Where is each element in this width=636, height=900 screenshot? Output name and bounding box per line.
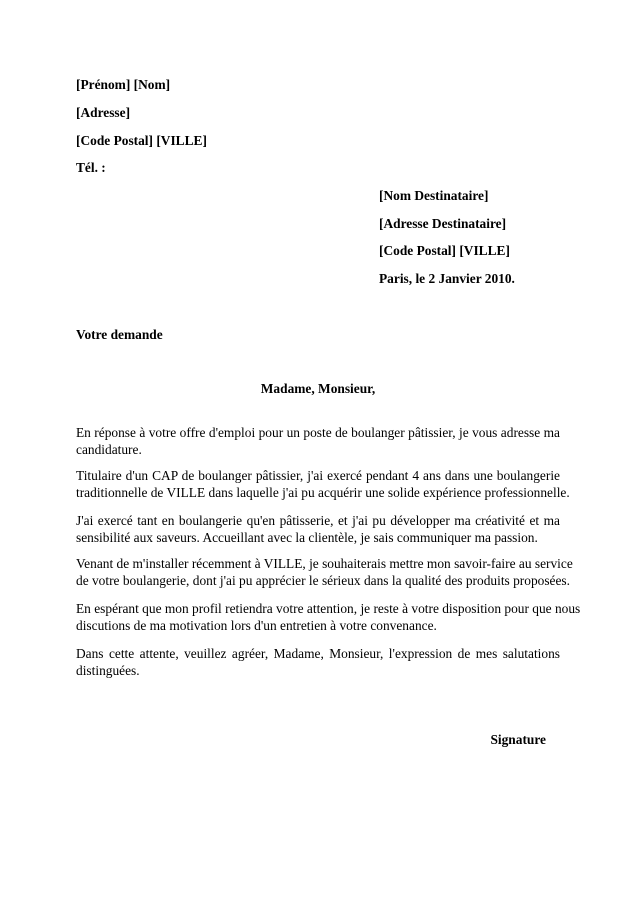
recipient-postal-city: [Code Postal] [VILLE] — [379, 243, 510, 258]
paragraph — [76, 645, 560, 679]
paragraph-line: sensibilité aux saveurs. Accueillant avec la clientèle, je sais communiquer ma passion. — [76, 530, 538, 545]
paragraph — [76, 555, 573, 589]
sender-postal-city: [Code Postal] [VILLE] — [76, 133, 207, 148]
paragraph-line: de votre boulangerie, dont j'ai pu apprécier le sérieux dans la qualité des produits proposées. — [76, 573, 570, 588]
paragraph-line: discutions de ma motivation lors d'un entretien à votre convenance. — [76, 618, 437, 633]
sender-phone-label: Tél. : — [76, 160, 106, 175]
paragraph-line: distinguées. — [76, 663, 140, 678]
paragraph-line: Dans cette attente, veuillez agréer, Madame, Monsieur, l'expression de mes salutations — [76, 646, 560, 661]
paragraph-line: En espérant que mon profil retiendra votre attention, je reste à votre disposition pour que nous — [76, 601, 581, 616]
paragraph — [76, 424, 560, 458]
paragraph-line: Venant de m'installer récemment à VILLE, je souhaiterais mettre mon savoir-faire au service — [76, 556, 573, 571]
paragraph — [76, 600, 581, 634]
paragraph-line: Titulaire d'un CAP de boulanger pâtissier, j'ai exercé pendant 4 ans dans une boulangerie — [76, 468, 560, 483]
place-date: Paris, le 2 Janvier 2010. — [379, 271, 515, 286]
paragraph-line: En réponse à votre offre d'emploi pour un poste de boulanger pâtissier, je vous adresse ma — [76, 425, 560, 440]
paragraph-line: traditionnelle de VILLE dans laquelle j'ai pu acquérir une solide expérience professionnelle. — [76, 485, 570, 500]
subject-line: Votre demande — [76, 327, 163, 342]
signature-label: Signature — [490, 732, 546, 747]
paragraph-line: candidature. — [76, 442, 142, 457]
salutation: Madame, Monsieur, — [260, 381, 376, 396]
paragraph-line: J'ai exercé tant en boulangerie qu'en pâtisserie, et j'ai pu développer ma créativité et ma — [76, 513, 560, 528]
sender-address: [Adresse] — [76, 105, 131, 120]
recipient-name: [Nom Destinataire] — [379, 188, 489, 203]
recipient-address: [Adresse Destinataire] — [379, 216, 507, 231]
paragraph — [76, 512, 560, 546]
sender-name: [Prénom] [Nom] — [76, 77, 171, 92]
paragraph — [76, 467, 570, 501]
